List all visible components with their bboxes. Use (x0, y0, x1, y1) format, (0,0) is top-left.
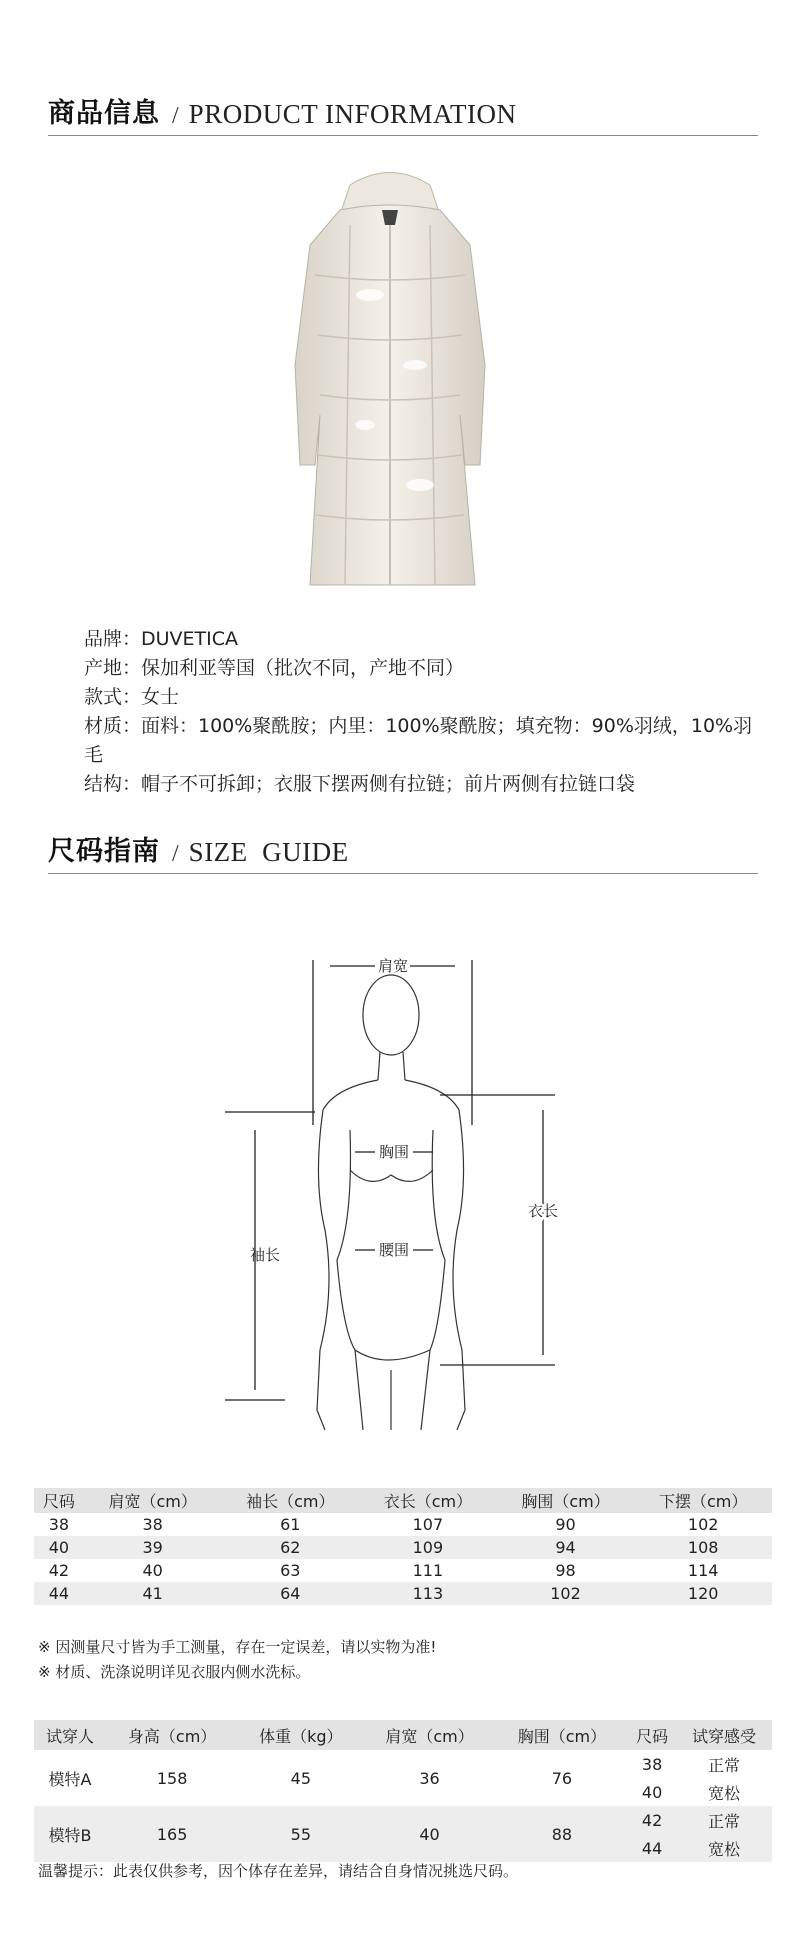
table-cell: 正常 (676, 1806, 772, 1834)
heading-slash: / (172, 103, 179, 129)
size-table (34, 1488, 772, 1605)
table-cell: 模特B (34, 1806, 106, 1862)
note-measurement: ※ 因测量尺寸皆为手工测量，存在一定误差，请以实物为准! (38, 1638, 437, 1656)
table-cell: 62 (221, 1536, 359, 1559)
fit-tip: 温馨提示：此表仅供参考，因个体存在差异，请结合自身情况挑选尺码。 (38, 1862, 519, 1880)
table-cell: 111 (412, 1561, 444, 1580)
table-cell: 42 (48, 1561, 70, 1580)
product-info-title-zh: 商品信息 (48, 98, 160, 129)
shoulder-header: 肩宽（cm） (84, 1488, 222, 1513)
table-cell: 41 (84, 1582, 222, 1605)
table-row (34, 1582, 772, 1605)
sleeve-label: 袖长 (249, 1246, 281, 1264)
table-cell: 38 (48, 1515, 70, 1534)
measurement-diagram (225, 930, 575, 1450)
chest-label: 胸围 (378, 1143, 410, 1161)
shoulder-label: 肩宽 (377, 957, 409, 975)
table-cell: 113 (359, 1582, 497, 1605)
table-row (34, 1806, 772, 1834)
table-cell: 38 (142, 1515, 163, 1534)
table-cell: 36 (419, 1768, 440, 1788)
product-info-list (84, 625, 764, 799)
table-cell: 39 (84, 1536, 222, 1559)
product-info-heading (48, 90, 516, 130)
table-cell: 120 (634, 1582, 772, 1605)
table-row (34, 1536, 772, 1559)
product-info-divider (48, 135, 758, 136)
size-header: 尺码 (34, 1488, 84, 1513)
table-cell: 108 (634, 1536, 772, 1559)
product-image (270, 165, 510, 595)
table-cell: 94 (497, 1536, 635, 1559)
chest-header: 胸围（cm） (497, 1488, 635, 1513)
table-cell: 63 (280, 1561, 301, 1580)
size-guide-title-en: SIZE GUIDE (188, 837, 349, 867)
sleeve-header: 袖长（cm） (221, 1488, 359, 1513)
height-header: 身高（cm） (106, 1720, 238, 1750)
info-style: 款式：女士 (84, 686, 180, 708)
length-header: 衣长（cm） (359, 1488, 497, 1513)
table-cell: 114 (687, 1561, 719, 1580)
table-cell: 158 (156, 1768, 188, 1788)
size-guide-divider (48, 873, 758, 874)
size-guide-title-zh: 尺码指南 (48, 836, 160, 867)
table-cell: 44 (628, 1834, 676, 1862)
info-brand: 品牌：DUVETICA (84, 628, 239, 650)
fit-table (34, 1720, 772, 1862)
table-cell: 模特A (48, 1769, 92, 1789)
table-cell: 88 (496, 1806, 628, 1862)
info-origin: 产地：保加利亚等国（批次不同，产地不同） (84, 657, 465, 679)
table-cell: 107 (412, 1515, 444, 1534)
feel-header: 试穿感受 (676, 1720, 772, 1750)
hem-header: 下摆（cm） (634, 1488, 772, 1513)
product-info-title-en: PRODUCT INFORMATION (188, 99, 517, 129)
table-row (34, 1559, 772, 1582)
table-cell: 40 (34, 1536, 84, 1559)
table-cell: 90 (555, 1515, 576, 1534)
table-cell: 64 (221, 1582, 359, 1605)
heading-slash: / (172, 841, 179, 867)
table-cell: 55 (238, 1806, 363, 1862)
table-cell: 102 (497, 1582, 635, 1605)
table-row (34, 1513, 772, 1536)
table-cell: 61 (280, 1515, 301, 1534)
table-cell: 42 (628, 1806, 676, 1834)
size-header: 尺码 (628, 1720, 676, 1750)
weight-header: 体重（kg） (238, 1720, 363, 1750)
table-row (34, 1750, 772, 1778)
table-cell: 38 (641, 1754, 663, 1774)
table-cell: 102 (687, 1515, 719, 1534)
size-guide-heading (48, 828, 349, 868)
note-care: ※ 材质、洗涤说明详见衣服内侧水洗标。 (38, 1663, 311, 1681)
table-cell: 165 (106, 1806, 238, 1862)
measurement-notes (38, 1635, 436, 1685)
length-label: 衣长 (527, 1202, 559, 1220)
table-cell: 44 (34, 1582, 84, 1605)
tester-header: 试穿人 (34, 1720, 106, 1750)
info-material: 材质：面料：100%聚酰胺；内里：100%聚酰胺；填充物：90%羽绒，10%羽毛 (84, 715, 753, 766)
waist-label: 腰围 (378, 1241, 410, 1259)
table-cell: 正常 (708, 1755, 741, 1775)
table-cell: 40 (363, 1806, 495, 1862)
table-cell: 40 (142, 1561, 163, 1580)
table-cell: 宽松 (708, 1783, 741, 1803)
table-cell: 109 (359, 1536, 497, 1559)
chest-header: 胸围（cm） (496, 1720, 628, 1750)
table-cell: 76 (551, 1768, 573, 1788)
info-structure: 结构：帽子不可拆卸；衣服下摆两侧有拉链；前片两侧有拉链口袋 (84, 773, 636, 795)
table-cell: 40 (641, 1782, 663, 1802)
table-cell: 45 (290, 1768, 311, 1788)
table-cell: 98 (555, 1561, 576, 1580)
shoulder-header: 肩宽（cm） (363, 1720, 495, 1750)
table-cell: 宽松 (676, 1834, 772, 1862)
